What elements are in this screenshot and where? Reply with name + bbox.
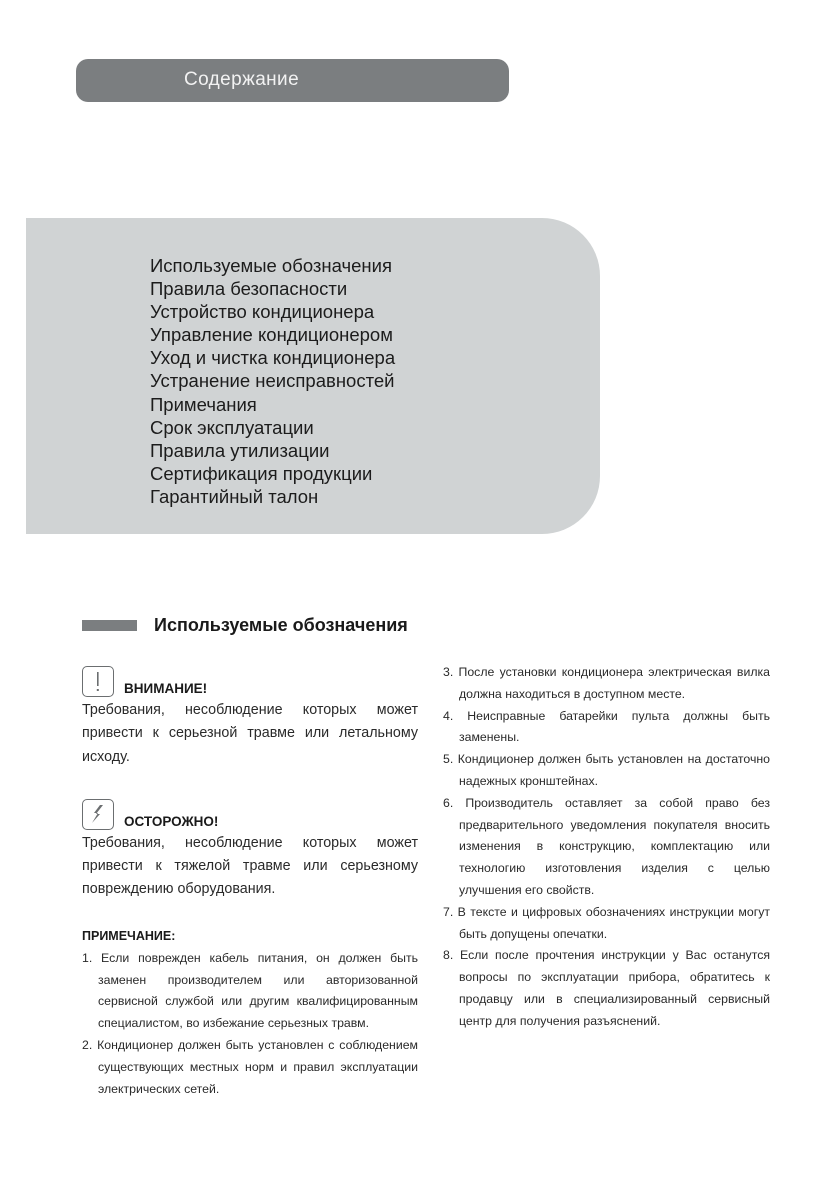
toc-item[interactable]: Сертификация продукции xyxy=(150,462,373,484)
toc-item[interactable]: Срок эксплуатации xyxy=(150,416,314,438)
note-item: 7. В тексте и цифровых обозначениях инструкции могут быть допущены опечатки. xyxy=(443,904,770,941)
toc-item[interactable]: Устройство кондиционера xyxy=(150,301,375,323)
toc-item[interactable]: Используемые обозначения xyxy=(150,255,392,276)
right-column xyxy=(443,662,770,1033)
attention-label: ВНИМАНИЕ! xyxy=(124,681,208,696)
toc-item[interactable]: Примечания xyxy=(150,393,257,415)
toc-item[interactable]: Уход и чистка кондиционера xyxy=(150,347,396,369)
caution-label: ОСТОРОЖНО! xyxy=(124,813,219,829)
attention-heading xyxy=(82,662,418,697)
note-item: 4. Неисправные батарейки пульта должны быть заменены. xyxy=(443,708,770,745)
note-list xyxy=(82,948,418,1101)
left-column xyxy=(82,662,418,1100)
toc-list xyxy=(150,254,395,508)
section-title: Используемые обозначения xyxy=(154,614,408,635)
contents-header xyxy=(76,59,509,102)
note-item: 3. После установки кондиционера электрическая вилка должна находиться в доступном месте. xyxy=(443,665,770,701)
note-item: 5. Кондиционер должен быть установлен на достаточно надежных кронштейнах. xyxy=(443,752,770,788)
note-item: 6. Производитель оставляет за собой право без предварительного уведомления покупателя вносить изменения в конструкцию, комплектацию или технологию изготовления изделия с целью улучшения его свойств. xyxy=(443,795,770,897)
toc-item[interactable]: Правила утилизации xyxy=(150,439,330,461)
toc-item[interactable]: Управление кондиционером xyxy=(150,324,393,346)
note-item: 8. Если после прочтения инструкции у Вас останутся вопросы по эксплуатации прибора, обратитесь к продавцу или в специализированный сервисный центр для получения разъяснений. xyxy=(443,948,770,1028)
section-marker-bar xyxy=(82,620,137,631)
toc-item[interactable]: Правила безопасности xyxy=(150,278,348,300)
note-item: 1. Если поврежден кабель питания, он должен быть заменен производителем или авторизованной сервисной службой или другим квалифицированным специалистом, во избежание серьезных травм. xyxy=(82,950,418,1031)
caution-text: Требования, несоблюдение которых может привести к тяжелой травме или серьезному повреждению оборудования. xyxy=(82,834,418,898)
note-item: 2. Кондиционер должен быть установлен с соблюдением существующих местных норм и правил эксплуатации электрических сетей. xyxy=(82,1037,418,1096)
attention-text: Требования, несоблюдение которых может привести к серьезной травме или летальному исходу. xyxy=(82,702,418,765)
caution-heading xyxy=(82,795,418,830)
note-list-continued xyxy=(443,662,770,1033)
contents-title: Содержание xyxy=(184,69,300,90)
table-of-contents xyxy=(26,218,600,534)
lightning-icon xyxy=(82,799,114,830)
section-heading xyxy=(82,614,408,636)
exclamation-icon xyxy=(82,666,114,697)
toc-item[interactable]: Устранение неисправностей xyxy=(150,370,395,392)
note-title: ПРИМЕЧАНИЕ: xyxy=(82,928,176,943)
toc-item[interactable]: Гарантийный талон xyxy=(150,485,319,507)
